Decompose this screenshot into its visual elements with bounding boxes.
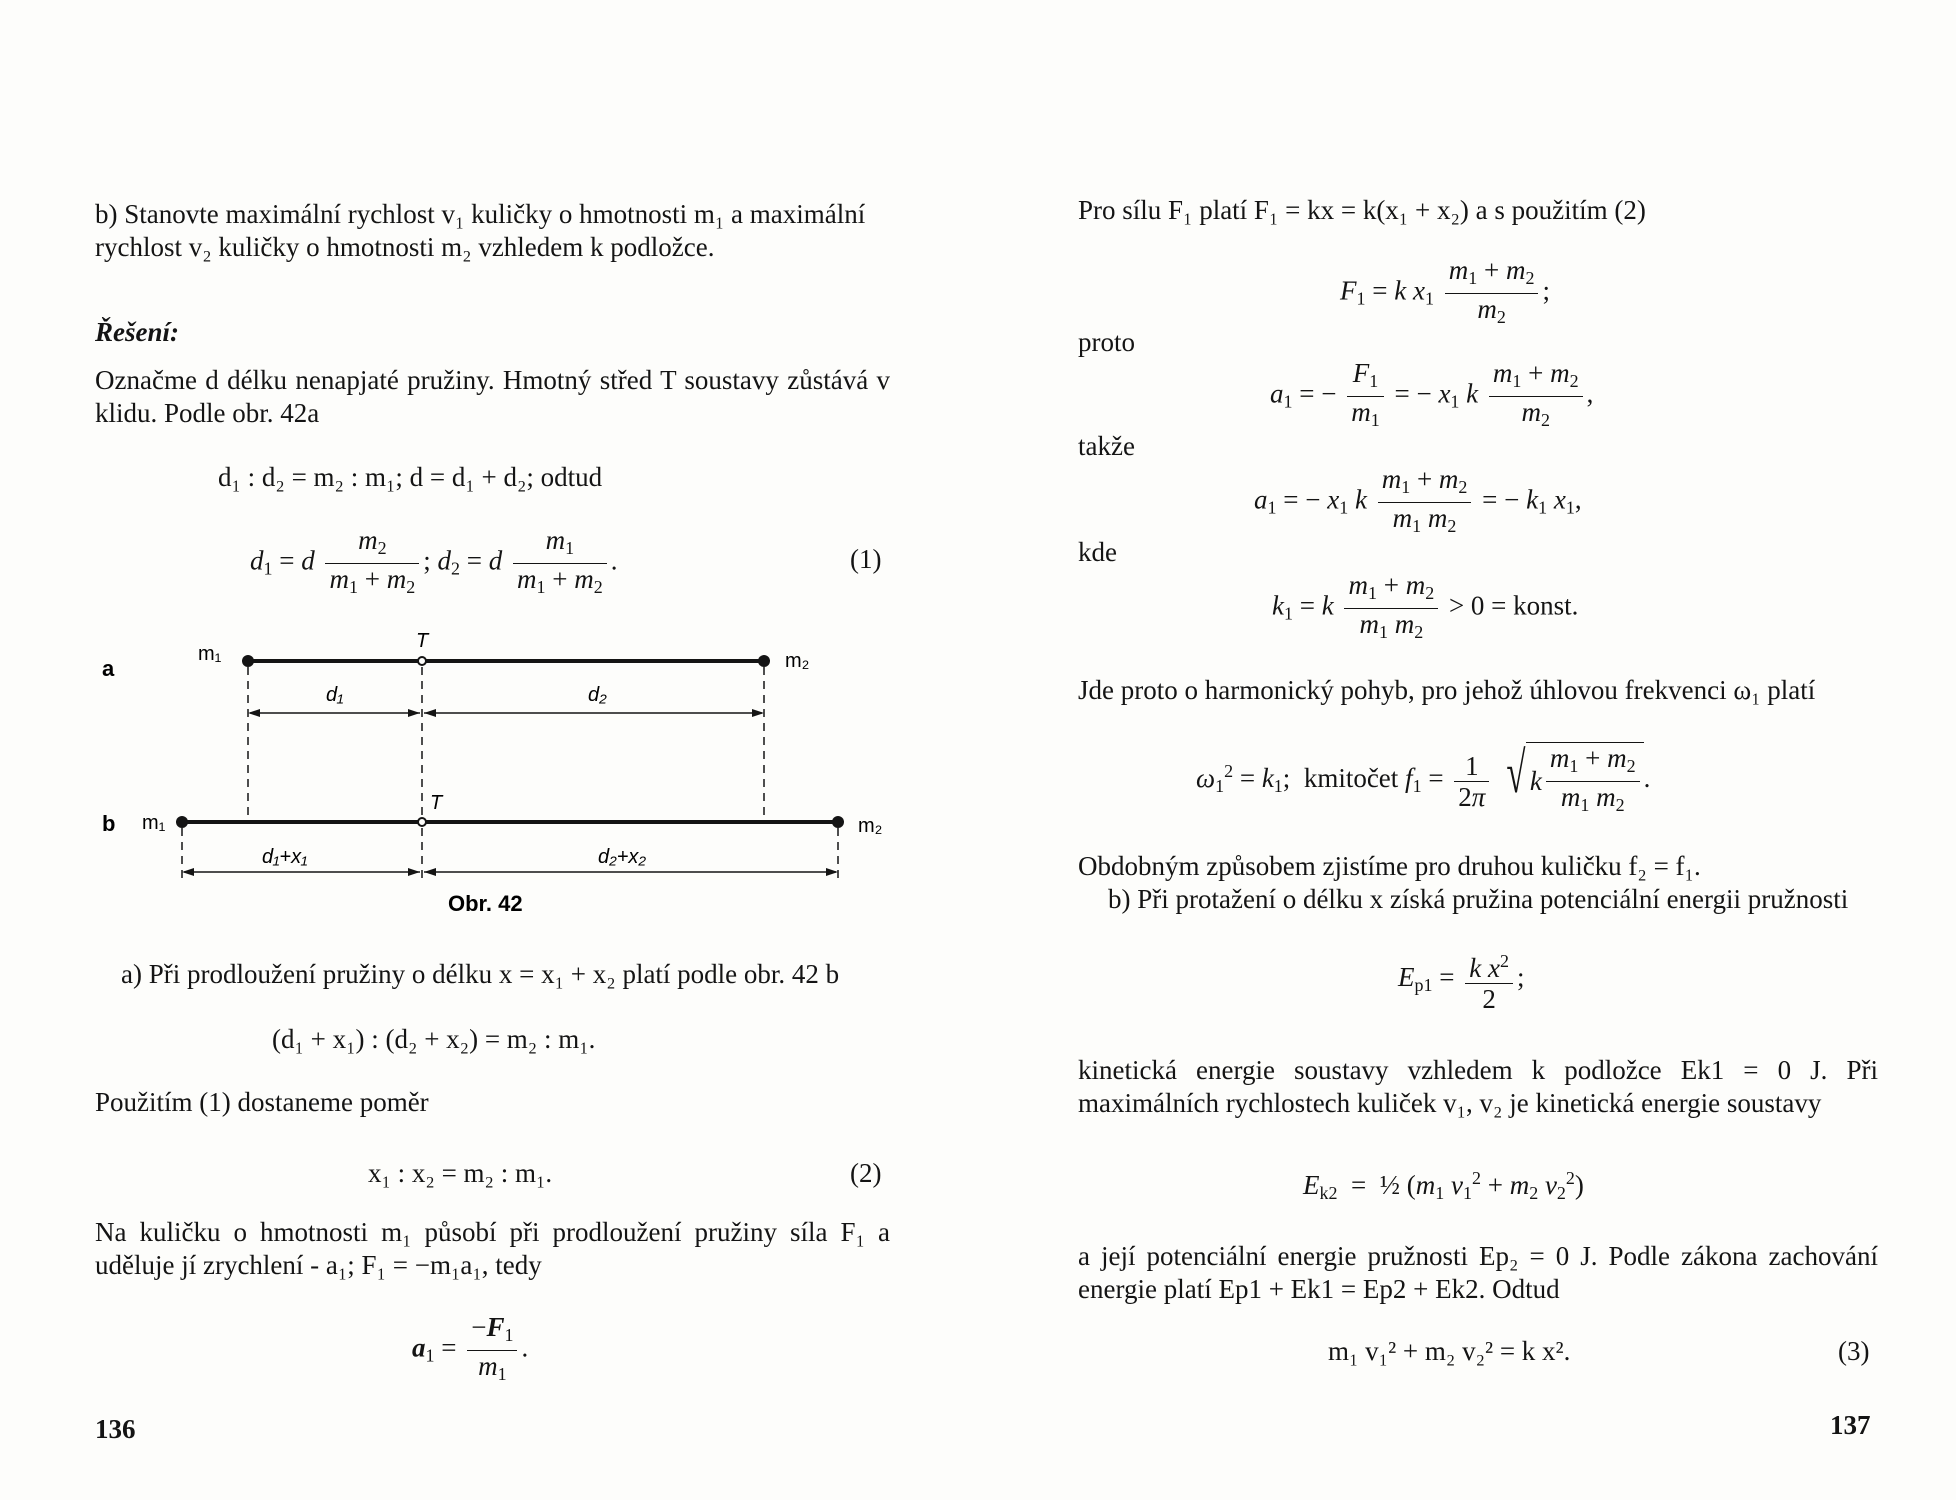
potential-text: a její potenciální energie pružnosti Ep₂ = 0 J. Podle zákona zachování energie platí Ep1 + Ek1 = Ep2 + Ek2. Odtud: [1078, 1241, 1878, 1304]
fig-b-m1-label: m₁: [142, 812, 166, 834]
harmonic-text: Jde proto o harmonický pohyb, pro jehož úhlovou frekvenci ω₁ platí: [1078, 675, 1816, 705]
force-text: Na kuličku o hmotnosti m₁ působí při prodloužení pružiny síla F₁ a uděluje jí zrychlení - a₁; F₁ = −m₁a₁, tedy: [95, 1217, 890, 1280]
equation-1: $d_1 = d$ $\frac{m_2}{m_1 + m_2}$ ; $d_2 = d$ $\frac{m_1}{m_1 + m_2}$ .: [250, 525, 618, 597]
fig-d2x2-label: d₂+x₂: [598, 846, 647, 868]
fig-d1x1-label: d₁+x₁: [262, 846, 308, 868]
fig-b-T-label: T: [430, 792, 443, 814]
kmitocet-word: kmitočet: [1303, 763, 1399, 794]
page-number-left: 136: [95, 1414, 136, 1444]
fig-a-ball-m1: [242, 655, 254, 667]
equation-2: x₁ : x₂ = m₂ : m₁.: [368, 1158, 553, 1188]
part-b-energy-text: b) Při protažení o délku x získá pružina potenciální energii pružnosti: [1108, 884, 1849, 914]
part-b-text: Stanovte maximální rychlost v₁ kuličky o hmotnosti m₁ a maximální rychlost v₂ kuličky o hmotnosti m₂ vzhledem k podložce.: [95, 199, 866, 262]
using-1-text: Použitím (1) dostaneme poměr: [95, 1087, 429, 1117]
similar-text: Obdobným způsobem zjistíme pro druhou kuličku f₂ = f₁.: [1078, 851, 1701, 881]
equation-ratio-2: (d₁ + x₁) : (d₂ + x₂) = m₂ : m₁.: [272, 1024, 596, 1054]
word-takze: takže: [1078, 431, 1135, 461]
fig-a-m1-label: m₁: [198, 643, 222, 665]
equation-k1: $k_1 = k$ $\frac{m_1 + m_2}{m_1 m_2}$ > 0 = konst.: [1272, 570, 1579, 642]
fig-d1-label: d₁: [326, 684, 344, 706]
fig-a-T-label: T: [416, 630, 429, 652]
equation-a1: $a_1$ = $\frac{-F_1}{m_1}$ .: [412, 1312, 529, 1384]
fig-row-b-label: b: [102, 811, 116, 836]
equation-Ek2: $E_{k2}$ = ½ ($m_1$ $v_1^2 + m_2$ $v_2^2$): [1303, 1168, 1584, 1203]
part-a-text: a) Při prodloužení pružiny o délku x = x₁ + x₂ platí podle obr. 42 b: [121, 959, 840, 989]
equation-F1: $F_1 = k$ $x_1$ $\frac{m_1 + m_2}{m_2}$ ;: [1340, 255, 1550, 327]
equation-3-number: (3): [1838, 1336, 1870, 1366]
fig-b-m2-label: m₂: [858, 815, 883, 837]
fig-b-ball-m1: [176, 816, 188, 828]
right-page: [978, 0, 1956, 1500]
force-line: Pro sílu F₁ platí F₁ = kx = k(x₁ + x₂) a s použitím (2): [1078, 195, 1646, 225]
equation-2-number: (2): [850, 1158, 882, 1188]
solution-heading: Řešení:: [95, 317, 179, 347]
konst-text: > 0 = konst.: [1448, 590, 1579, 621]
equation-3: m₁ v₁² + m₂ v₂² = k x².: [1328, 1336, 1571, 1366]
equation-ratio: d₁ : d₂ = m₂ : m₁; d = d₁ + d₂; odtud: [218, 462, 603, 492]
fig-b-ball-m2: [832, 816, 844, 828]
paragraph-1: Označme d délku nenapjaté pružiny. Hmotný střed T soustavy zůstává v klidu. Podle obr. 42a: [95, 365, 890, 428]
fig-a-center-T: [418, 657, 426, 665]
equation-a1-expanded: $a_1$ = − $\frac{F_1}{m_1}$ = − $x_1$ k $\frac{m_1 + m_2}{m_2}$ ,: [1270, 358, 1594, 430]
fig-a-m2-label: m₂: [785, 650, 810, 672]
fig-d2-label: d₂: [588, 684, 607, 706]
word-kde: kde: [1078, 537, 1117, 567]
part-b-label: b): [95, 199, 118, 229]
equation-a1-k1: $a_1$ = − $x_1$ k $\frac{m_1 + m_2}{m_1 m_2}$ = − $k_1$ $x_1$,: [1254, 464, 1582, 536]
fig-a-ball-m2: [758, 655, 770, 667]
equation-Ep1: $E_{p1}$ = $\frac{k x^2}{2}$ ;: [1398, 946, 1524, 1014]
kinetic-text: kinetická energie soustavy vzhledem k podložce Ek1 = 0 J. Při maximálních rychlostech kuliček v₁, v₂ je kinetická energie soustavy: [1078, 1055, 1878, 1118]
part-b-question: [95, 198, 890, 264]
equation-omega: $\omega_1^2 = k_1$; kmitočet $f_1$ = $\frac{1}{2\pi}$ √ k $\frac{m_1 + m_2}{m_1 m_2}$ .: [1196, 742, 1650, 820]
word-proto: proto: [1078, 327, 1135, 357]
fig-row-a-label: a: [102, 656, 115, 681]
figure-42: [90, 625, 910, 925]
figure-caption: Obr. 42: [448, 891, 523, 916]
fig-b-center-T: [418, 818, 426, 826]
equation-1-number: (1): [850, 544, 882, 574]
page-number-right: 137: [1830, 1410, 1871, 1440]
